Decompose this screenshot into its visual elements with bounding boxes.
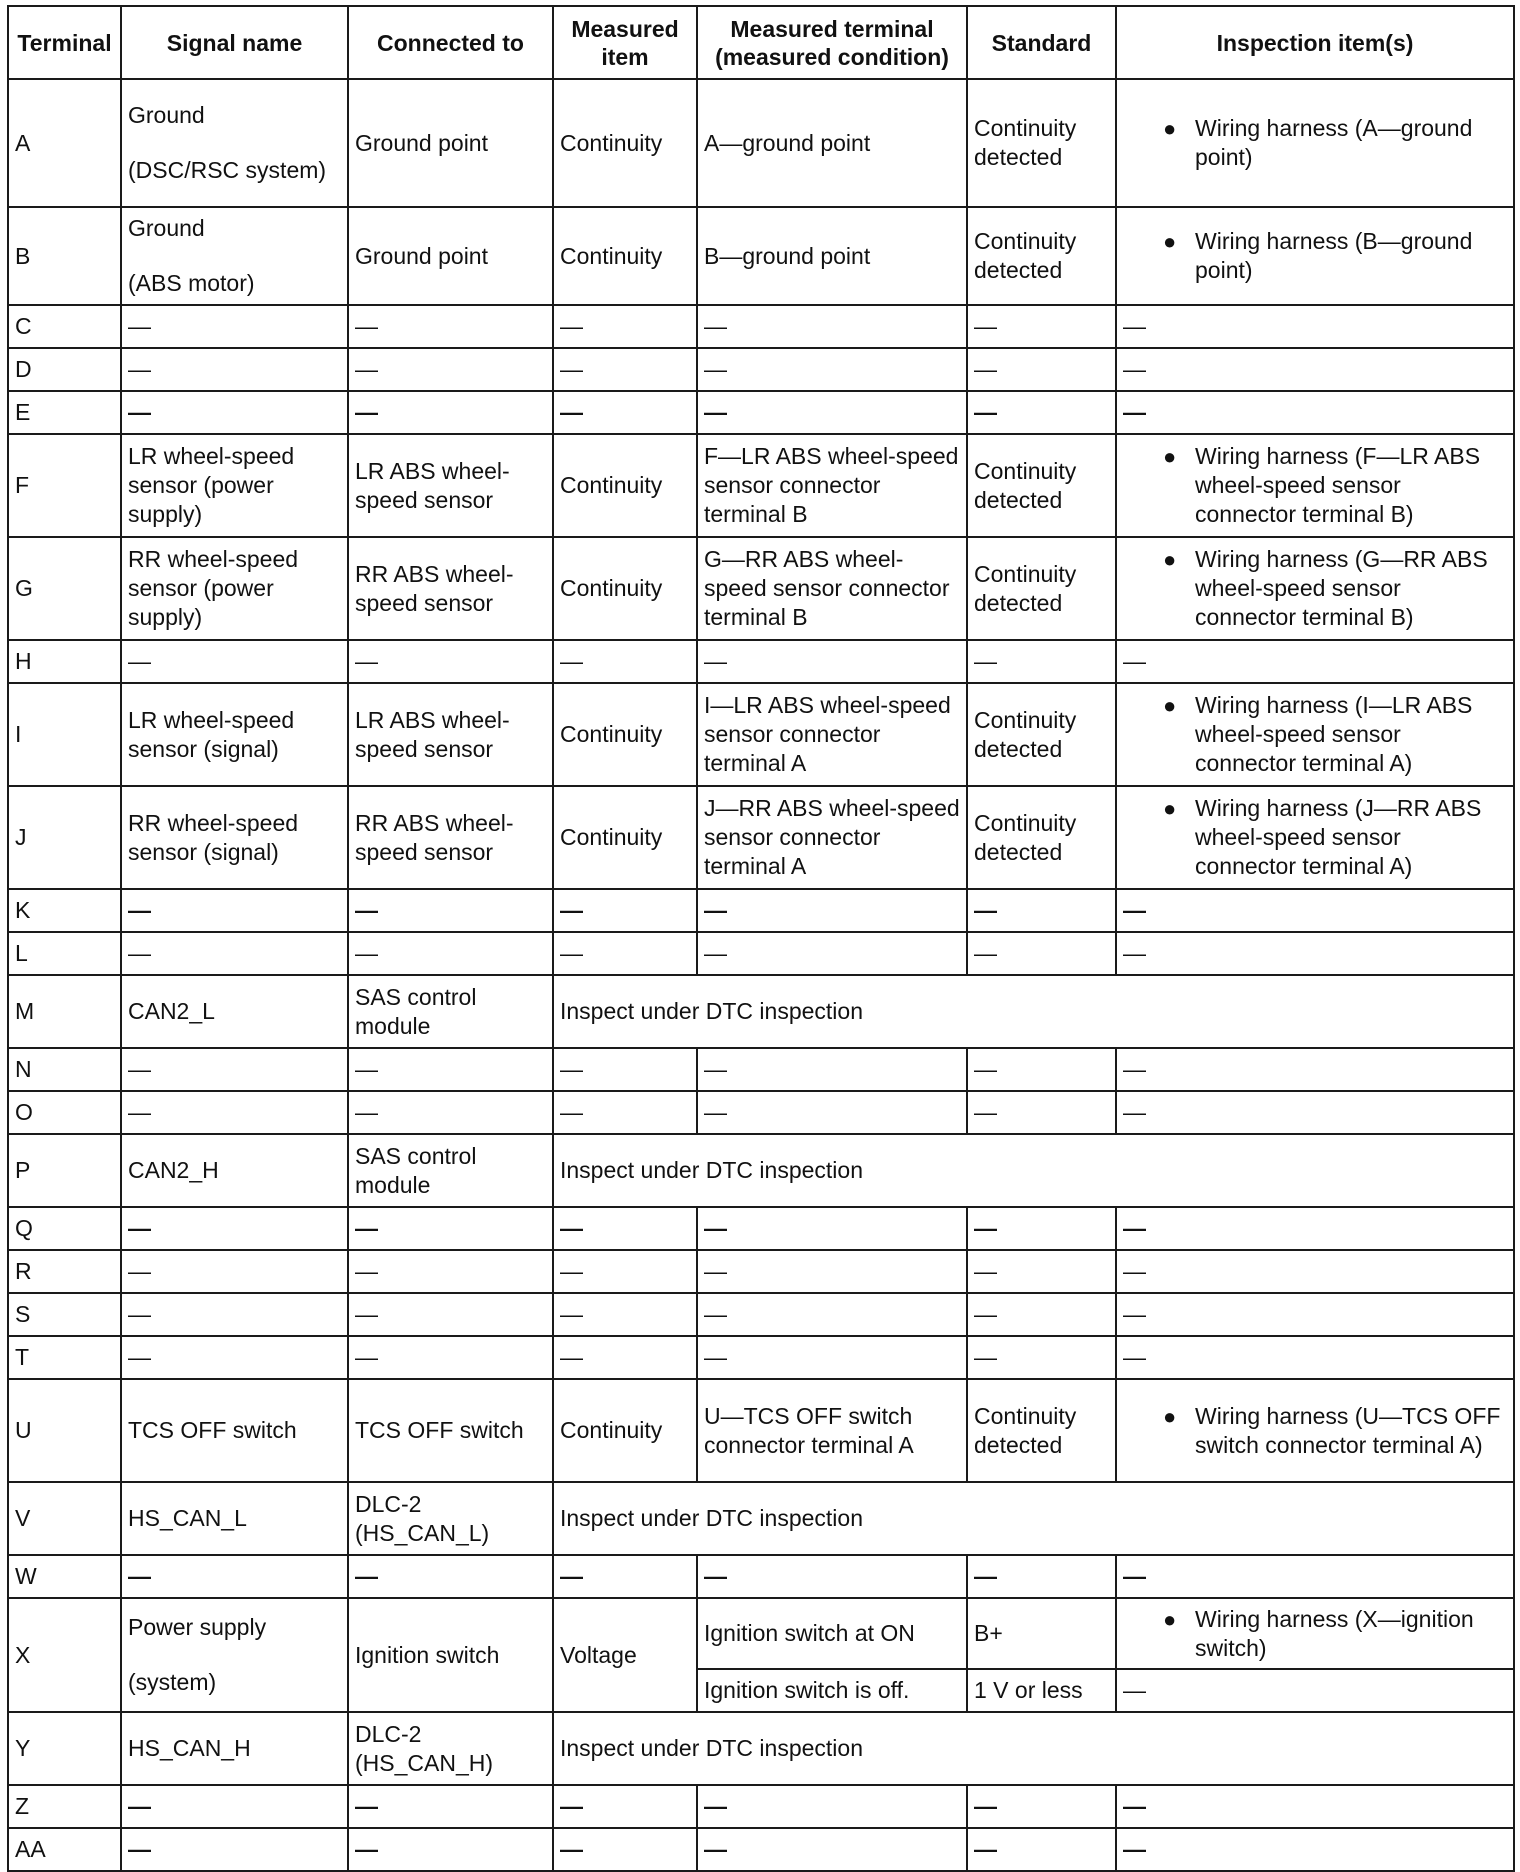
measured-terminal-cell: G—RR ABS wheel-speed sensor connector terminal B (697, 537, 967, 640)
standard-cell: — (967, 1250, 1116, 1293)
header-signal-name: Signal name (121, 6, 348, 79)
connected-to-cell: — (348, 1336, 553, 1379)
terminal-cell: R (8, 1250, 121, 1293)
terminal-row (8, 683, 1514, 786)
inspection-cell (1116, 537, 1514, 640)
bullet-icon: ● (1163, 229, 1177, 254)
terminal-row (8, 79, 1514, 207)
measured-item-cell: Voltage (553, 1598, 697, 1712)
inspection-bullet-item (1123, 794, 1507, 881)
measured-item-cell: — (553, 1293, 697, 1336)
dtc-note-cell: Inspect under DTC inspection (553, 1712, 1514, 1785)
standard-cell: — (967, 1336, 1116, 1379)
inspection-text: Wiring harness (B—ground point) (1195, 228, 1473, 283)
dtc-note-cell: Inspect under DTC inspection (553, 1482, 1514, 1555)
terminal-row-empty (8, 1250, 1514, 1293)
connected-to-cell: — (348, 932, 553, 975)
measured-item-cell: Continuity (553, 786, 697, 889)
inspection-cell (1116, 1379, 1514, 1482)
inspection-cell: — (1116, 1250, 1514, 1293)
measured-item-cell: — (553, 348, 697, 391)
inspection-cell: — (1116, 1669, 1514, 1712)
measured-item-cell: — (553, 1336, 697, 1379)
inspection-cell: — (1116, 1828, 1514, 1871)
measured-terminal-cell: — (697, 348, 967, 391)
signal-name-cell: CAN2_H (121, 1134, 348, 1207)
bullet-icon: ● (1163, 1606, 1177, 1632)
terminal-row-empty (8, 1785, 1514, 1828)
terminal-cell: A (8, 79, 121, 207)
standard-cell: — (967, 1048, 1116, 1091)
signal-line-gap (128, 1642, 341, 1668)
inspection-text: Wiring harness (U—TCS OFF switch connector terminal A) (1195, 1402, 1501, 1458)
inspection-text: Wiring harness (G—RR ABS wheel-speed sensor connector terminal B) (1195, 546, 1488, 630)
measured-item-cell: — (553, 1048, 697, 1091)
standard-cell: Continuity detected (967, 1379, 1116, 1482)
inspection-cell: — (1116, 1091, 1514, 1134)
standard-cell: — (967, 348, 1116, 391)
header-terminal: Terminal (8, 6, 121, 79)
connected-to-cell: Ground point (348, 207, 553, 305)
standard-cell: — (967, 889, 1116, 932)
connected-to-cell: DLC-2 (HS_CAN_H) (348, 1712, 553, 1785)
inspection-cell: — (1116, 1293, 1514, 1336)
connected-to-cell: Ground point (348, 79, 553, 207)
terminal-cell: M (8, 975, 121, 1048)
standard-cell: — (967, 640, 1116, 683)
terminal-row-empty (8, 889, 1514, 932)
inspection-text: Wiring harness (J—RR ABS wheel-speed sensor connector terminal A) (1195, 795, 1482, 879)
connected-to-cell: RR ABS wheel-speed sensor (348, 537, 553, 640)
measured-item-cell: — (553, 932, 697, 975)
measured-terminal-cell: — (697, 1048, 967, 1091)
measured-terminal-cell: I—LR ABS wheel-speed sensor connector terminal A (697, 683, 967, 786)
standard-cell: Continuity detected (967, 786, 1116, 889)
terminal-row-empty (8, 932, 1514, 975)
signal-name-cell (121, 683, 348, 786)
bullet-icon: ● (1163, 116, 1177, 141)
inspection-text: Wiring harness (I—LR ABS wheel-speed sensor connector terminal A) (1195, 692, 1473, 776)
signal-name-cell (121, 537, 348, 640)
measured-item-cell: — (553, 1091, 697, 1134)
connected-to-cell: — (348, 640, 553, 683)
bullet-icon: ● (1163, 796, 1177, 821)
terminal-cell: W (8, 1555, 121, 1598)
measured-terminal-cell: — (697, 1207, 967, 1250)
standard-cell: — (967, 1785, 1116, 1828)
terminal-cell: C (8, 305, 121, 348)
terminal-row-condition (8, 1598, 1514, 1669)
standard-cell: Continuity detected (967, 537, 1116, 640)
signal-line-gap (128, 130, 341, 156)
signal-name-cell: — (121, 1336, 348, 1379)
standard-cell: — (967, 1555, 1116, 1598)
terminal-cell: V (8, 1482, 121, 1555)
terminal-row-dtc (8, 1712, 1514, 1785)
measured-terminal-cell: — (697, 932, 967, 975)
connected-to-cell: — (348, 1250, 553, 1293)
signal-name-cell (121, 786, 348, 889)
terminal-cell: X (8, 1598, 121, 1712)
inspection-bullet-item (1123, 1402, 1507, 1460)
inspection-cell (1116, 207, 1514, 305)
measured-terminal-cell: Ignition switch is off. (697, 1669, 967, 1712)
connected-to-cell: — (348, 1207, 553, 1250)
measured-terminal-cell: B—ground point (697, 207, 967, 305)
terminal-row-empty (8, 348, 1514, 391)
terminal-cell: I (8, 683, 121, 786)
connected-to-cell: — (348, 391, 553, 434)
terminal-cell: AA (8, 1828, 121, 1871)
header-measured-item: Measured item (553, 6, 697, 79)
header-row (8, 6, 1514, 79)
header-connected-to: Connected to (348, 6, 553, 79)
connected-to-cell: — (348, 1785, 553, 1828)
bullet-icon: ● (1163, 1403, 1177, 1429)
terminal-inspection-table-wrapper (7, 5, 1515, 1872)
terminal-cell: F (8, 434, 121, 537)
terminal-cell: P (8, 1134, 121, 1207)
terminal-inspection-table (7, 5, 1515, 1872)
bullet-icon: ● (1163, 547, 1177, 572)
terminal-cell: G (8, 537, 121, 640)
signal-name-cell (121, 434, 348, 537)
terminal-row-empty (8, 1336, 1514, 1379)
standard-cell: — (967, 391, 1116, 434)
bullet-icon: ● (1163, 444, 1177, 469)
measured-item-cell: — (553, 889, 697, 932)
connected-to-cell: — (348, 1048, 553, 1091)
inspection-cell: — (1116, 889, 1514, 932)
inspection-cell: — (1116, 932, 1514, 975)
measured-item-cell: — (553, 1828, 697, 1871)
signal-name-cell (121, 1379, 348, 1482)
measured-item-cell: — (553, 391, 697, 434)
measured-item-cell: Continuity (553, 207, 697, 305)
terminal-cell: S (8, 1293, 121, 1336)
standard-cell: 1 V or less (967, 1669, 1116, 1712)
terminal-cell: N (8, 1048, 121, 1091)
inspection-cell: — (1116, 1336, 1514, 1379)
connected-to-cell: — (348, 1293, 553, 1336)
connected-to-cell: — (348, 1091, 553, 1134)
connected-to-cell: RR ABS wheel-speed sensor (348, 786, 553, 889)
signal-name-text: (DSC/RSC system) (128, 157, 327, 183)
inspection-cell: — (1116, 305, 1514, 348)
terminal-row-empty (8, 1828, 1514, 1871)
measured-item-cell: — (553, 640, 697, 683)
standard-cell: — (967, 305, 1116, 348)
inspection-cell (1116, 683, 1514, 786)
connected-to-cell: — (348, 1828, 553, 1871)
measured-terminal-cell: — (697, 1828, 967, 1871)
inspection-cell (1116, 79, 1514, 207)
measured-item-cell: Continuity (553, 1379, 697, 1482)
signal-name-cell: — (121, 889, 348, 932)
inspection-bullet-item (1123, 227, 1507, 285)
inspection-cell (1116, 1598, 1514, 1669)
inspection-bullet-item (1123, 691, 1507, 778)
inspection-bullet-item (1123, 1605, 1507, 1663)
terminal-cell: J (8, 786, 121, 889)
signal-name-text: LR wheel-speed sensor (signal) (128, 706, 295, 762)
header-inspection-items: Inspection item(s) (1116, 6, 1514, 79)
terminal-row-empty (8, 1555, 1514, 1598)
terminal-row-empty (8, 1048, 1514, 1091)
terminal-row (8, 786, 1514, 889)
measured-item-cell: Continuity (553, 537, 697, 640)
measured-terminal-cell: — (697, 1250, 967, 1293)
signal-name-cell: — (121, 1785, 348, 1828)
terminal-cell: D (8, 348, 121, 391)
measured-terminal-cell: — (697, 305, 967, 348)
terminal-cell: Q (8, 1207, 121, 1250)
inspection-cell: — (1116, 391, 1514, 434)
measured-item-cell: Continuity (553, 434, 697, 537)
terminal-row-empty (8, 1293, 1514, 1336)
connected-to-cell: Ignition switch (348, 1598, 553, 1712)
dtc-note-cell: Inspect under DTC inspection (553, 1134, 1514, 1207)
measured-terminal-cell: F—LR ABS wheel-speed sensor connector terminal B (697, 434, 967, 537)
terminal-row (8, 207, 1514, 305)
signal-name-cell: — (121, 1293, 348, 1336)
terminal-row (8, 434, 1514, 537)
measured-terminal-cell: J—RR ABS wheel-speed sensor connector terminal A (697, 786, 967, 889)
inspection-bullet-item (1123, 114, 1507, 172)
signal-name-cell: — (121, 348, 348, 391)
inspection-cell (1116, 434, 1514, 537)
inspection-cell: — (1116, 640, 1514, 683)
inspection-cell (1116, 786, 1514, 889)
standard-cell: — (967, 1091, 1116, 1134)
inspection-cell: — (1116, 1048, 1514, 1091)
signal-name-text: TCS OFF switch (128, 1417, 297, 1443)
measured-item-cell: Continuity (553, 683, 697, 786)
terminal-cell: H (8, 640, 121, 683)
connected-to-cell: — (348, 889, 553, 932)
terminal-row-empty (8, 391, 1514, 434)
terminal-cell: Z (8, 1785, 121, 1828)
signal-name-cell (121, 1598, 348, 1712)
signal-name-text: Power supply (128, 1614, 267, 1640)
signal-name-text: (ABS motor) (128, 270, 255, 296)
inspection-text: Wiring harness (X—ignition switch) (1195, 1605, 1474, 1661)
measured-item-cell: Continuity (553, 79, 697, 207)
connected-to-cell: TCS OFF switch (348, 1379, 553, 1482)
standard-cell: Continuity detected (967, 683, 1116, 786)
signal-line-gap (128, 243, 341, 269)
connected-to-cell: DLC-2 (HS_CAN_L) (348, 1482, 553, 1555)
connected-to-cell: — (348, 348, 553, 391)
measured-terminal-cell: — (697, 889, 967, 932)
connected-to-cell: SAS control module (348, 1134, 553, 1207)
terminal-cell: O (8, 1091, 121, 1134)
terminal-cell: T (8, 1336, 121, 1379)
measured-item-cell: — (553, 1555, 697, 1598)
inspection-text: Wiring harness (A—ground point) (1195, 115, 1473, 170)
connected-to-cell: — (348, 305, 553, 348)
signal-name-text: (system) (128, 1669, 217, 1695)
signal-name-text: Ground (128, 102, 205, 128)
connected-to-cell: SAS control module (348, 975, 553, 1048)
terminal-row-dtc (8, 1134, 1514, 1207)
connected-to-cell: LR ABS wheel-speed sensor (348, 683, 553, 786)
terminal-row-dtc (8, 1482, 1514, 1555)
inspection-bullet-item (1123, 442, 1507, 529)
terminal-row-dtc (8, 975, 1514, 1048)
terminal-cell: B (8, 207, 121, 305)
connected-to-cell: — (348, 1555, 553, 1598)
signal-name-cell: HS_CAN_H (121, 1712, 348, 1785)
measured-terminal-cell: — (697, 1785, 967, 1828)
measured-terminal-cell: A—ground point (697, 79, 967, 207)
measured-terminal-cell: — (697, 1091, 967, 1134)
inspection-cell: — (1116, 348, 1514, 391)
signal-name-cell: — (121, 305, 348, 348)
header-measured-terminal: Measured terminal (measured condition) (697, 6, 967, 79)
terminal-row-empty (8, 1091, 1514, 1134)
inspection-cell: — (1116, 1785, 1514, 1828)
standard-cell: Continuity detected (967, 79, 1116, 207)
signal-name-cell: — (121, 932, 348, 975)
standard-cell: Continuity detected (967, 434, 1116, 537)
terminal-row-empty (8, 640, 1514, 683)
signal-name-cell: — (121, 1250, 348, 1293)
signal-name-cell: — (121, 640, 348, 683)
measured-terminal-cell: — (697, 1336, 967, 1379)
terminal-cell: U (8, 1379, 121, 1482)
bullet-icon: ● (1163, 693, 1177, 718)
signal-name-cell: HS_CAN_L (121, 1482, 348, 1555)
signal-name-cell: — (121, 1828, 348, 1871)
signal-name-cell: CAN2_L (121, 975, 348, 1048)
signal-name-cell (121, 207, 348, 305)
signal-name-cell: — (121, 1048, 348, 1091)
measured-terminal-cell: — (697, 391, 967, 434)
signal-name-cell: — (121, 1555, 348, 1598)
terminal-row (8, 537, 1514, 640)
signal-name-cell: — (121, 1091, 348, 1134)
measured-terminal-cell: Ignition switch at ON (697, 1598, 967, 1669)
terminal-cell: E (8, 391, 121, 434)
standard-cell: Continuity detected (967, 207, 1116, 305)
standard-cell: B+ (967, 1598, 1116, 1669)
measured-item-cell: — (553, 1785, 697, 1828)
signal-name-cell (121, 79, 348, 207)
standard-cell: — (967, 1828, 1116, 1871)
inspection-cell: — (1116, 1207, 1514, 1250)
terminal-cell: L (8, 932, 121, 975)
standard-cell: — (967, 1207, 1116, 1250)
connected-to-cell: LR ABS wheel-speed sensor (348, 434, 553, 537)
measured-terminal-cell: — (697, 1293, 967, 1336)
signal-name-text: RR wheel-speed sensor (signal) (128, 809, 299, 865)
inspection-bullet-item (1123, 545, 1507, 632)
standard-cell: — (967, 932, 1116, 975)
terminal-cell: K (8, 889, 121, 932)
dtc-note-cell: Inspect under DTC inspection (553, 975, 1514, 1048)
measured-item-cell: — (553, 1207, 697, 1250)
signal-name-text: RR wheel-speed sensor (power supply) (128, 546, 299, 630)
terminal-cell: Y (8, 1712, 121, 1785)
signal-name-cell: — (121, 391, 348, 434)
signal-name-cell: — (121, 1207, 348, 1250)
header-standard: Standard (967, 6, 1116, 79)
terminal-row (8, 1379, 1514, 1482)
measured-item-cell: — (553, 305, 697, 348)
inspection-cell: — (1116, 1555, 1514, 1598)
measured-terminal-cell: — (697, 1555, 967, 1598)
terminal-row-empty (8, 305, 1514, 348)
inspection-text: Wiring harness (F—LR ABS wheel-speed sensor connector terminal B) (1195, 443, 1481, 527)
measured-terminal-cell: — (697, 640, 967, 683)
standard-cell: — (967, 1293, 1116, 1336)
signal-name-text: Ground (128, 215, 205, 241)
measured-item-cell: — (553, 1250, 697, 1293)
terminal-row-empty (8, 1207, 1514, 1250)
measured-terminal-cell: U—TCS OFF switch connector terminal A (697, 1379, 967, 1482)
signal-name-text: LR wheel-speed sensor (power supply) (128, 443, 295, 527)
